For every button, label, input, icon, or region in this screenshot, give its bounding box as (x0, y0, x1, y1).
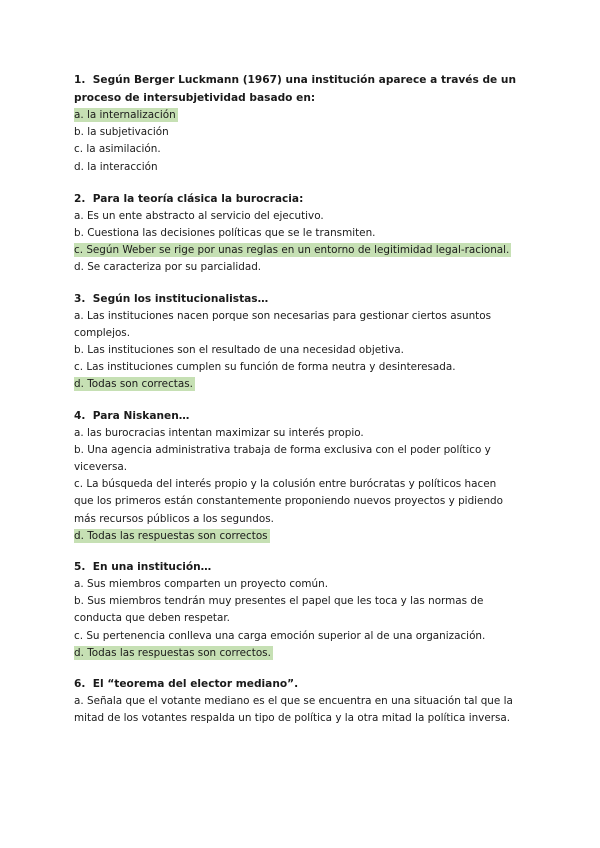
question-title: 2. Para la teoría clásica la burocracia: (74, 192, 304, 205)
question-number: 2 (74, 192, 82, 205)
question-number: 6 (74, 678, 82, 691)
question-title: 6. El “teorema del elector mediano”. (74, 678, 299, 691)
question-title: 5. En una institución… (74, 561, 212, 574)
option-d (74, 645, 514, 662)
option-b: b. la subjetivación (74, 126, 169, 139)
option-d: d. la interacción (74, 160, 158, 173)
option-d (74, 376, 514, 393)
option-b: b. Las instituciones son el resultado de una necesidad objetiva. (74, 344, 404, 357)
option-c: c. la asimilación. (74, 143, 161, 156)
question-title: 4. Para Niskanen… (74, 409, 190, 422)
correct-answer: d. Todas las respuestas son correctos. (74, 646, 271, 659)
question-number: 1 (74, 74, 82, 86)
question-2 (74, 190, 600, 277)
option-b: b. Sus miembros tendrán muy presentes el papel que les toca y las normas de conducta que deben respetar. (74, 595, 484, 625)
option-b: b. Una agencia administrativa trabaja de forma exclusiva con el poder político y viceversa. (74, 443, 491, 474)
question-number: 4 (74, 409, 82, 422)
option-d (74, 528, 514, 545)
question-text: En una institución… (92, 561, 212, 574)
question-title: 3. Según los institucionalistas… (74, 292, 269, 305)
question-text: El “teorema del elector mediano”. (92, 678, 299, 691)
question-6 (74, 675, 600, 727)
option-d: d. Se caracteriza por su parcialidad. (74, 261, 262, 274)
option-a: a. Sus miembros comparten un proyecto común. (74, 578, 329, 591)
option-c: c. Su pertenencia conlleva una carga emoción superior al de una organización. (74, 629, 486, 642)
option-c: c. La búsqueda del interés propio y la colusión entre burócratas y políticos hacen que los primeros están constantemente proponiendo nuevos proyectos y pidiendo más recursos públicos a los segundos. (74, 478, 503, 525)
option-a: a. Las instituciones nacen porque son necesarias para gestionar ciertos asuntos complejos. (74, 309, 491, 339)
question-text: Para la teoría clásica la burocracia: (92, 192, 304, 205)
question-title: 1. Según Berger Luckmann (1967) una institución aparece a través de un proceso de intersubjetividad basado en: (74, 74, 517, 104)
correct-answer: c. Según Weber se rige por unas reglas en un entorno de legitimidad legal-racional. (74, 244, 510, 257)
question-3 (74, 290, 600, 394)
correct-answer: a. la internalización (74, 109, 176, 121)
option-a: a. Es un ente abstracto al servicio del ejecutivo. (74, 209, 324, 222)
question-1 (74, 71, 600, 176)
option-c: c. Las instituciones cumplen su función de forma neutra y desinteresada. (74, 361, 456, 374)
question-number: 5 (74, 561, 82, 574)
question-number: 3 (74, 292, 82, 305)
question-text: Para Niskanen… (92, 409, 190, 422)
question-5 (74, 558, 600, 662)
option-a: a. las burocracias intentan maximizar su interés propio. (74, 426, 364, 439)
correct-answer: d. Todas las respuestas son correctos (74, 529, 268, 542)
question-4 (74, 407, 600, 545)
option-a (74, 107, 514, 124)
option-a: a. Señala que el votante mediano es el que se encuentra en una situación tal que la mitad de los votantes respalda un tipo de política y la otra mitad la política inversa. (74, 695, 513, 725)
question-text: Según Berger Luckmann (1967) una institución aparece a través de un proceso de intersubjetividad basado en: (74, 74, 517, 104)
option-c (74, 242, 514, 259)
option-b: b. Cuestiona las decisiones políticas que se le transmiten. (74, 227, 376, 240)
question-text: Según los institucionalistas… (92, 292, 269, 305)
correct-answer: d. Todas son correctas. (74, 378, 193, 391)
